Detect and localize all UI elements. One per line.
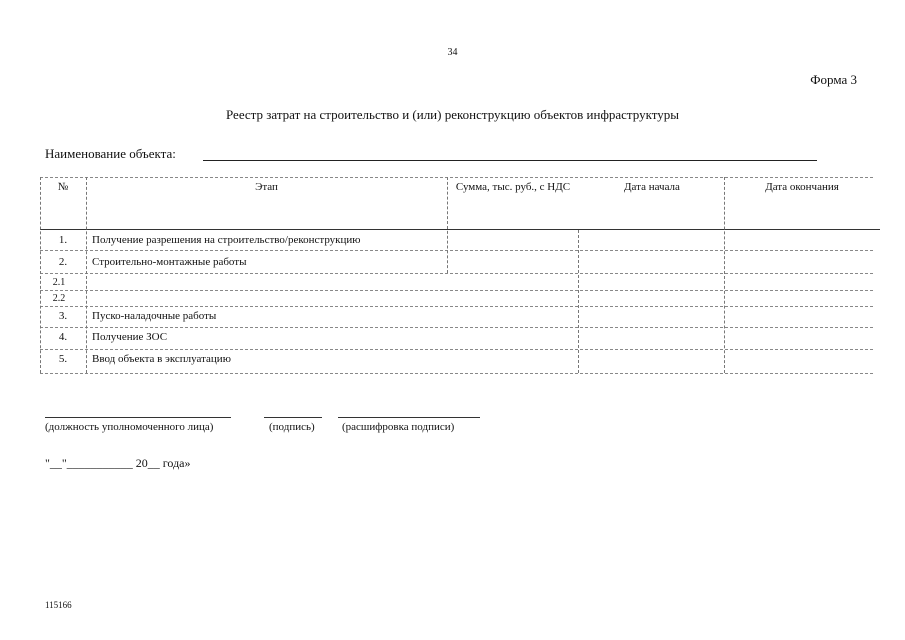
column-border: [578, 230, 579, 373]
header-sum: Сумма, тыс. руб., с НДС: [455, 181, 571, 193]
position-caption: (должность уполномоченного лица): [45, 421, 214, 433]
row-4-stage: Получение ЗОС: [92, 331, 168, 343]
decoding-signature-line: [338, 417, 480, 418]
column-border: [447, 177, 448, 273]
header-stage: Этап: [255, 181, 278, 193]
row-2-1-num: 2.1: [52, 277, 66, 288]
document-title: Реестр затрат на строительство и (или) реконструкцию объектов инфраструктуры: [225, 107, 679, 122]
decoding-caption: (расшифровка подписи): [342, 421, 455, 433]
table-header-separator: [40, 229, 880, 230]
document-code: 115166: [45, 600, 72, 610]
form-label: Форма 3: [810, 72, 857, 87]
row-4-num: 4.: [58, 331, 68, 343]
object-name-field-line: [203, 160, 817, 161]
row-separator: [40, 250, 873, 251]
header-start-date: Дата начала: [624, 181, 680, 193]
row-separator: [40, 290, 873, 291]
header-end-date: Дата окончания: [765, 181, 839, 193]
object-name-label: Наименование объекта:: [45, 146, 176, 161]
header-num: №: [57, 181, 69, 193]
row-5-num: 5.: [58, 353, 68, 365]
row-separator: [40, 327, 873, 328]
row-separator: [40, 349, 873, 350]
row-2-2-num: 2.2: [52, 293, 66, 304]
row-1-stage: Получение разрешения на строительство/реконструкцию: [92, 234, 361, 246]
table-bottom-border: [40, 373, 873, 374]
column-border: [86, 177, 87, 373]
row-3-stage: Пуско-наладочные работы: [92, 310, 217, 322]
row-1-num: 1.: [58, 234, 68, 246]
row-2-stage: Строительно-монтажные работы: [92, 256, 247, 268]
table-top-border: [40, 177, 873, 178]
signature-caption: (подпись): [269, 421, 315, 433]
row-5-stage: Ввод объекта в эксплуатацию: [92, 353, 231, 365]
column-border: [724, 177, 725, 373]
row-separator: [40, 306, 873, 307]
row-3-num: 3.: [58, 310, 68, 322]
date-line: "__"___________ 20__ года»: [45, 456, 191, 470]
row-separator: [40, 273, 873, 274]
position-signature-line: [45, 417, 231, 418]
column-border: [40, 177, 41, 373]
row-2-num: 2.: [58, 256, 68, 268]
signature-line: [264, 417, 322, 418]
page-number: 34: [447, 47, 458, 58]
